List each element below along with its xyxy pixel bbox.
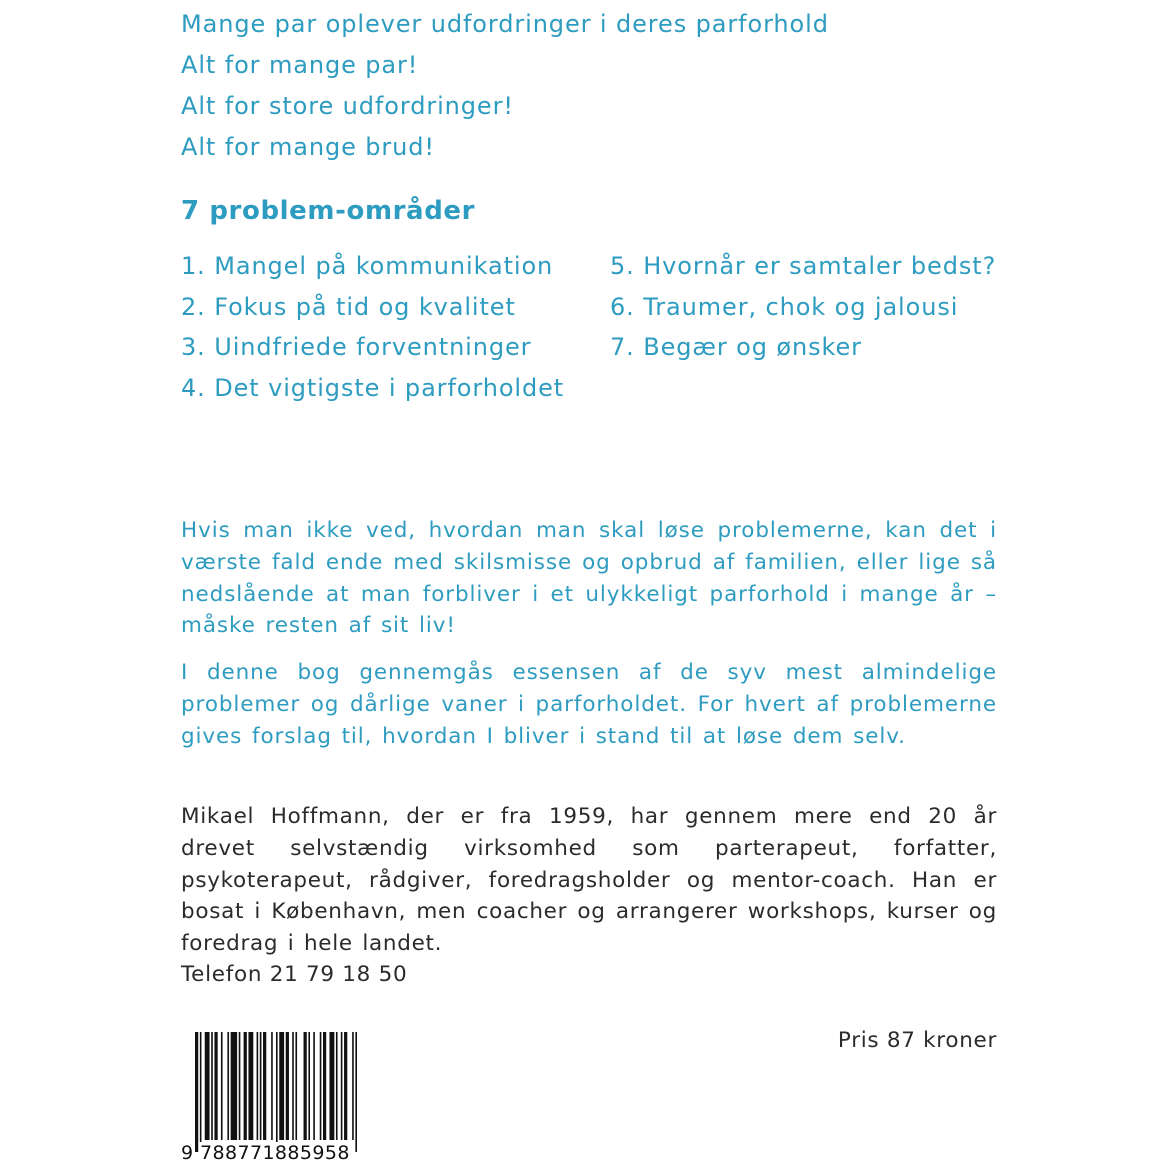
problem-item: 1. Mangel på kommunikation: [181, 252, 554, 280]
intro-lines: [181, 4, 829, 168]
problem-item: 5. Hvornår er samtaler bedst?: [610, 252, 997, 280]
problems-list: [181, 246, 1011, 416]
author-bio: Mikael Hoffmann, der er fra 1959, har gennem mere end 20 år drevet selvstændig virksomhed som parterapeut, forfatter, psykoterapeut, rådgiver, foredragsholder og mentor-coach. Han er bosat i København, men coacher og arrangerer workshops, kurser og foredrag i hele landet.: [181, 804, 997, 957]
problems-heading: 7 problem-områder: [181, 196, 476, 226]
barcode-first-digit: 9: [181, 1142, 194, 1164]
description-paragraph: I denne bog gennemgås essensen af de syv mest almindelige problemer og dårlige vaner i parforholdet. For hvert af problemerne gives forslag til, hvordan I bliver i stand til at løse dem selv.: [181, 660, 997, 749]
barcode-bars-icon: [195, 1032, 361, 1152]
price-label: Pris 87 kroner: [837, 1028, 997, 1053]
problem-item: 7. Begær og ønsker: [610, 333, 862, 361]
intro-line: Alt for store udfordringer!: [181, 92, 514, 120]
intro-line: Alt for mange brud!: [181, 133, 435, 161]
problem-item: 3. Uindfriede forventninger: [181, 333, 532, 361]
description-paragraph: Hvis man ikke ved, hvordan man skal løse problemerne, kan det i værste fald ende med skilsmisse og opbrud af familien, eller lige så nedslående at man forbliver i et ulykkeligt parforhold i mange år – måske resten af sit liv!: [181, 518, 997, 639]
barcode-digits: 788771885958: [200, 1142, 350, 1164]
isbn-barcode: [181, 1032, 361, 1166]
problem-item: 2. Fokus på tid og kvalitet: [181, 293, 516, 321]
intro-line: Alt for mange par!: [181, 51, 419, 79]
problem-item: 4. Det vigtigste i parforholdet: [181, 374, 565, 402]
problem-item: 6. Traumer, chok og jalousi: [610, 293, 959, 321]
phone-number: Telefon 21 79 18 50: [181, 962, 408, 987]
intro-line: Mange par oplever udfordringer i deres parforhold: [181, 10, 829, 38]
